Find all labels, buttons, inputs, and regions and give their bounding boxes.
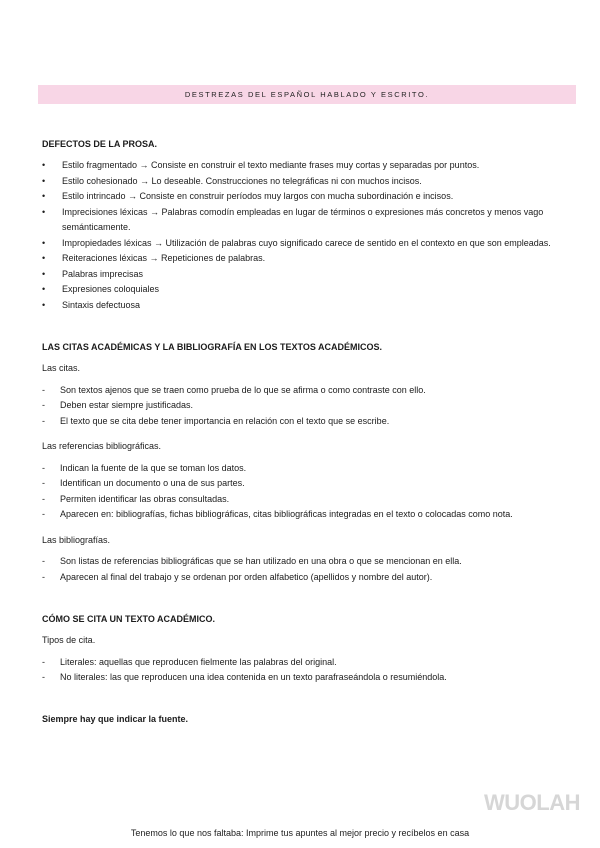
footer-text: Tenemos lo que nos faltaba: Imprime tus apuntes al mejor precio y recíbelos en casa xyxy=(130,828,470,838)
subheading-tipos: Tipos de cita. xyxy=(42,635,96,645)
list-item: • Estilo cohesionado → Lo deseable. Construcciones no telegráficas ni con muchos incisos. xyxy=(42,174,582,190)
tipos-list xyxy=(42,655,582,686)
list-item: - Permiten identificar las obras consultadas. xyxy=(42,492,582,508)
list-item: - El texto que se cita debe tener importancia en relación con el texto que se escribe. xyxy=(42,414,582,430)
subheading-citas: Las citas. xyxy=(42,363,81,373)
list-item: - Indican la fuente de la que se toman los datos. xyxy=(42,461,582,477)
document-title: DESTREZAS DEL ESPAÑOL HABLADO Y ESCRITO. xyxy=(184,90,430,99)
wuolah-logo: WUOLAH xyxy=(484,790,580,815)
section-heading-como-cita: CÓMO SE CITA UN TEXTO ACADÉMICO. xyxy=(42,614,216,624)
list-item: - Deben estar siempre justificadas. xyxy=(42,398,582,414)
list-item: • Expresiones coloquiales xyxy=(42,282,582,298)
list-item: - Son listas de referencias bibliográficas que se han utilizado en una obra o que se mencionan en ella. xyxy=(42,554,582,570)
subheading-bibliografias: Las bibliografías. xyxy=(42,534,111,545)
list-item: • Sintaxis defectuosa xyxy=(42,298,582,314)
list-item: • Palabras imprecisas xyxy=(42,267,582,283)
section-heading-defectos: DEFECTOS DE LA PROSA. xyxy=(42,139,158,149)
list-item: • Estilo fragmentado → Consiste en construir el texto mediante frases muy cortas y separadas por puntos. xyxy=(42,158,582,174)
bibliografias-list xyxy=(42,554,582,585)
document-body xyxy=(42,138,582,727)
subheading-referencias: Las referencias bibliográficas. xyxy=(42,441,162,451)
list-item: • Estilo intrincado → Consiste en construir períodos muy largos con mucha subordinación e incisos. xyxy=(42,189,582,205)
list-item: • Impropiedades léxicas → Utilización de palabras cuyo significado carece de sentido en el contexto en que son empleadas. xyxy=(42,236,582,252)
list-item: • Imprecisiones léxicas → Palabras comodín empleadas en lugar de términos o expresiones más concretos y menos vago semánticamente. xyxy=(42,205,582,236)
list-item: - Identifican un documento o una de sus partes. xyxy=(42,476,582,492)
list-item: - Son textos ajenos que se traen como prueba de lo que se afirma o como contraste con ello. xyxy=(42,383,582,399)
citas-list xyxy=(42,383,582,430)
referencias-list xyxy=(42,461,582,523)
document-title-banner xyxy=(38,85,576,104)
defectos-list xyxy=(42,158,582,313)
final-note: Siempre hay que indicar la fuente. xyxy=(42,713,189,724)
list-item: - No literales: las que reproducen una idea contenida en un texto parafraseándola o resumiéndola. xyxy=(42,670,582,686)
list-item: • Reiteraciones léxicas → Repeticiones de palabras. xyxy=(42,251,582,267)
list-item: - Aparecen en: bibliografías, fichas bibliográficas, citas bibliográficas integradas en el texto o colocadas como nota. xyxy=(42,507,582,523)
list-item: - Aparecen al final del trabajo y se ordenan por orden alfabetico (apellidos y nombre del autor). xyxy=(42,570,582,586)
list-item: - Literales: aquellas que reproducen fielmente las palabras del original. xyxy=(42,655,582,671)
section-heading-citas: LAS CITAS ACADÉMICAS Y LA BIBLIOGRAFÍA EN LOS TEXTOS ACADÉMICOS. xyxy=(42,342,383,352)
